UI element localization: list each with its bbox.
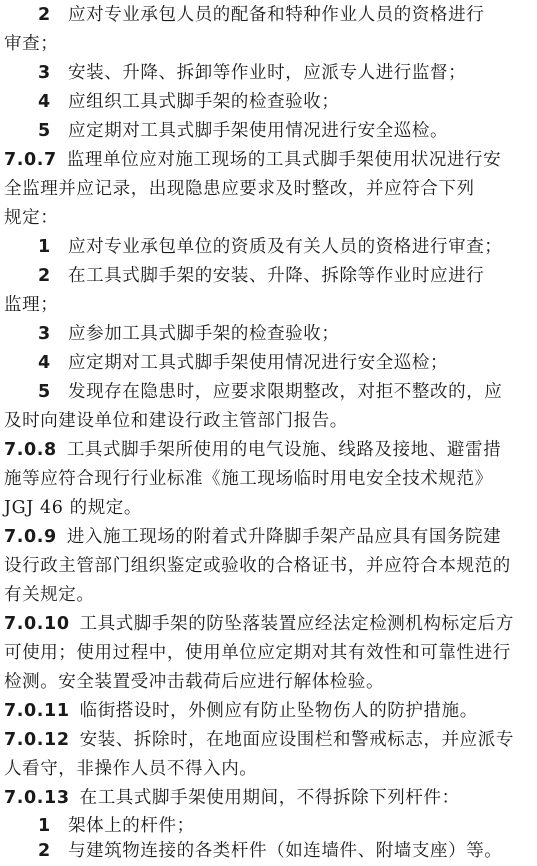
clause-heading	[0, 783, 537, 813]
clause-text: 在工具式脚手架使用期间，不得拆除下列杆件：	[79, 788, 460, 808]
clause-text: 安装、拆除时，在地面应设围栏和警戒标志，并应派专	[79, 730, 515, 750]
line-text: 检测。安全装置受冲击载荷后应进行解体检验。	[4, 672, 385, 692]
line-text: 全监理并应记录，出现隐患应要求及时整改，并应符合下列	[4, 179, 475, 199]
line-text: 设行政主管部门组织鉴定或验收的合格证书，并应符合本规范的	[4, 556, 511, 576]
continuation-line	[0, 493, 537, 523]
line-text: 审查；	[4, 34, 59, 54]
item-number: 2	[38, 841, 51, 861]
clause-heading	[0, 435, 537, 465]
clause-number: 7.0.10	[4, 614, 70, 634]
line-text: 监理；	[4, 295, 59, 315]
item-text: 发现存在隐患时，应要求限期整改，对拒不整改的，应	[68, 382, 503, 402]
continuation-line	[0, 667, 537, 697]
continuation-line	[0, 29, 537, 59]
item-text: 安装、升降、拆卸等作业时，应派专人进行监督；	[68, 63, 467, 83]
item-text: 应组织工具式脚手架的检查验收；	[68, 92, 340, 112]
clause-heading	[0, 522, 537, 552]
item-text: 应参加工具式脚手架的检查验收；	[68, 324, 340, 344]
line-text: 及时向建设单位和建设行政主管部门报告。	[4, 411, 348, 431]
line-text: 施等应符合现行行业标准《施工现场临时用电安全技术规范》	[4, 469, 493, 489]
list-item	[0, 348, 537, 378]
item-number: 1	[38, 237, 51, 257]
continuation-line	[0, 580, 537, 610]
list-item	[0, 377, 537, 407]
item-text: 与建筑物连接的各类杆件（如连墙件、附墙支座）等。	[68, 841, 503, 861]
line-text: 人看守，非操作人员不得入内。	[4, 759, 258, 779]
item-text: 应定期对工具式脚手架使用情况进行安全巡检；	[68, 353, 449, 373]
line-text: 有关规定。	[4, 585, 95, 605]
continuation-line	[0, 406, 537, 436]
continuation-line	[0, 551, 537, 581]
clause-number: 7.0.8	[4, 440, 57, 460]
list-item	[0, 0, 537, 30]
list-item	[0, 319, 537, 349]
list-item	[0, 836, 537, 866]
list-item	[0, 87, 537, 117]
item-number: 1	[38, 816, 51, 836]
continuation-line	[0, 174, 537, 204]
clause-number: 7.0.13	[4, 788, 70, 808]
clause-text: 工具式脚手架的防坠落装置应经法定检测机构标定后方	[79, 614, 515, 634]
continuation-line	[0, 638, 537, 668]
clause-text: 临街搭设时，外侧应有防止坠物伤人的防护措施。	[79, 701, 478, 721]
clause-number: 7.0.12	[4, 730, 70, 750]
continuation-line	[0, 464, 537, 494]
clause-heading	[0, 696, 537, 726]
item-text: 应对专业承包人员的配备和特种作业人员的资格进行	[68, 5, 485, 25]
clause-heading	[0, 145, 537, 175]
line-text: 规定：	[4, 208, 59, 228]
item-number: 3	[38, 63, 51, 83]
clause-text: 工具式脚手架所使用的电气设施、线路及接地、避雷措	[66, 440, 502, 460]
clause-number: 7.0.7	[4, 150, 57, 170]
line-text: 可使用；使用过程中，使用单位应定期对其有效性和可靠性进行	[4, 643, 511, 663]
list-item	[0, 58, 537, 88]
list-item	[0, 261, 537, 291]
item-text: 在工具式脚手架的安装、升降、拆除等作业时应进行	[68, 266, 485, 286]
clause-number: 7.0.9	[4, 527, 57, 547]
clause-text: 监理单位应对施工现场的工具式脚手架使用状况进行安	[66, 150, 502, 170]
continuation-line	[0, 203, 537, 233]
clause-heading	[0, 609, 537, 639]
item-text: 应定期对工具式脚手架使用情况进行安全巡检。	[68, 121, 449, 141]
item-number: 5	[38, 121, 51, 141]
item-number: 5	[38, 382, 51, 402]
item-number: 2	[38, 266, 51, 286]
item-text: 架体上的杆件；	[68, 816, 195, 836]
continuation-line	[0, 290, 537, 320]
clause-text: 进入施工现场的附着式升降脚手架产品应具有国务院建	[66, 527, 502, 547]
continuation-line	[0, 754, 537, 784]
line-text: JGJ 46 的规定。	[4, 498, 143, 518]
item-number: 4	[38, 92, 51, 112]
item-number: 3	[38, 324, 51, 344]
list-item	[0, 232, 537, 262]
item-text: 应对专业承包单位的资质及有关人员的资格进行审查；	[68, 237, 503, 257]
item-number: 2	[38, 5, 51, 25]
list-item	[0, 116, 537, 146]
clause-heading	[0, 725, 537, 755]
item-number: 4	[38, 353, 51, 373]
clause-number: 7.0.11	[4, 701, 70, 721]
